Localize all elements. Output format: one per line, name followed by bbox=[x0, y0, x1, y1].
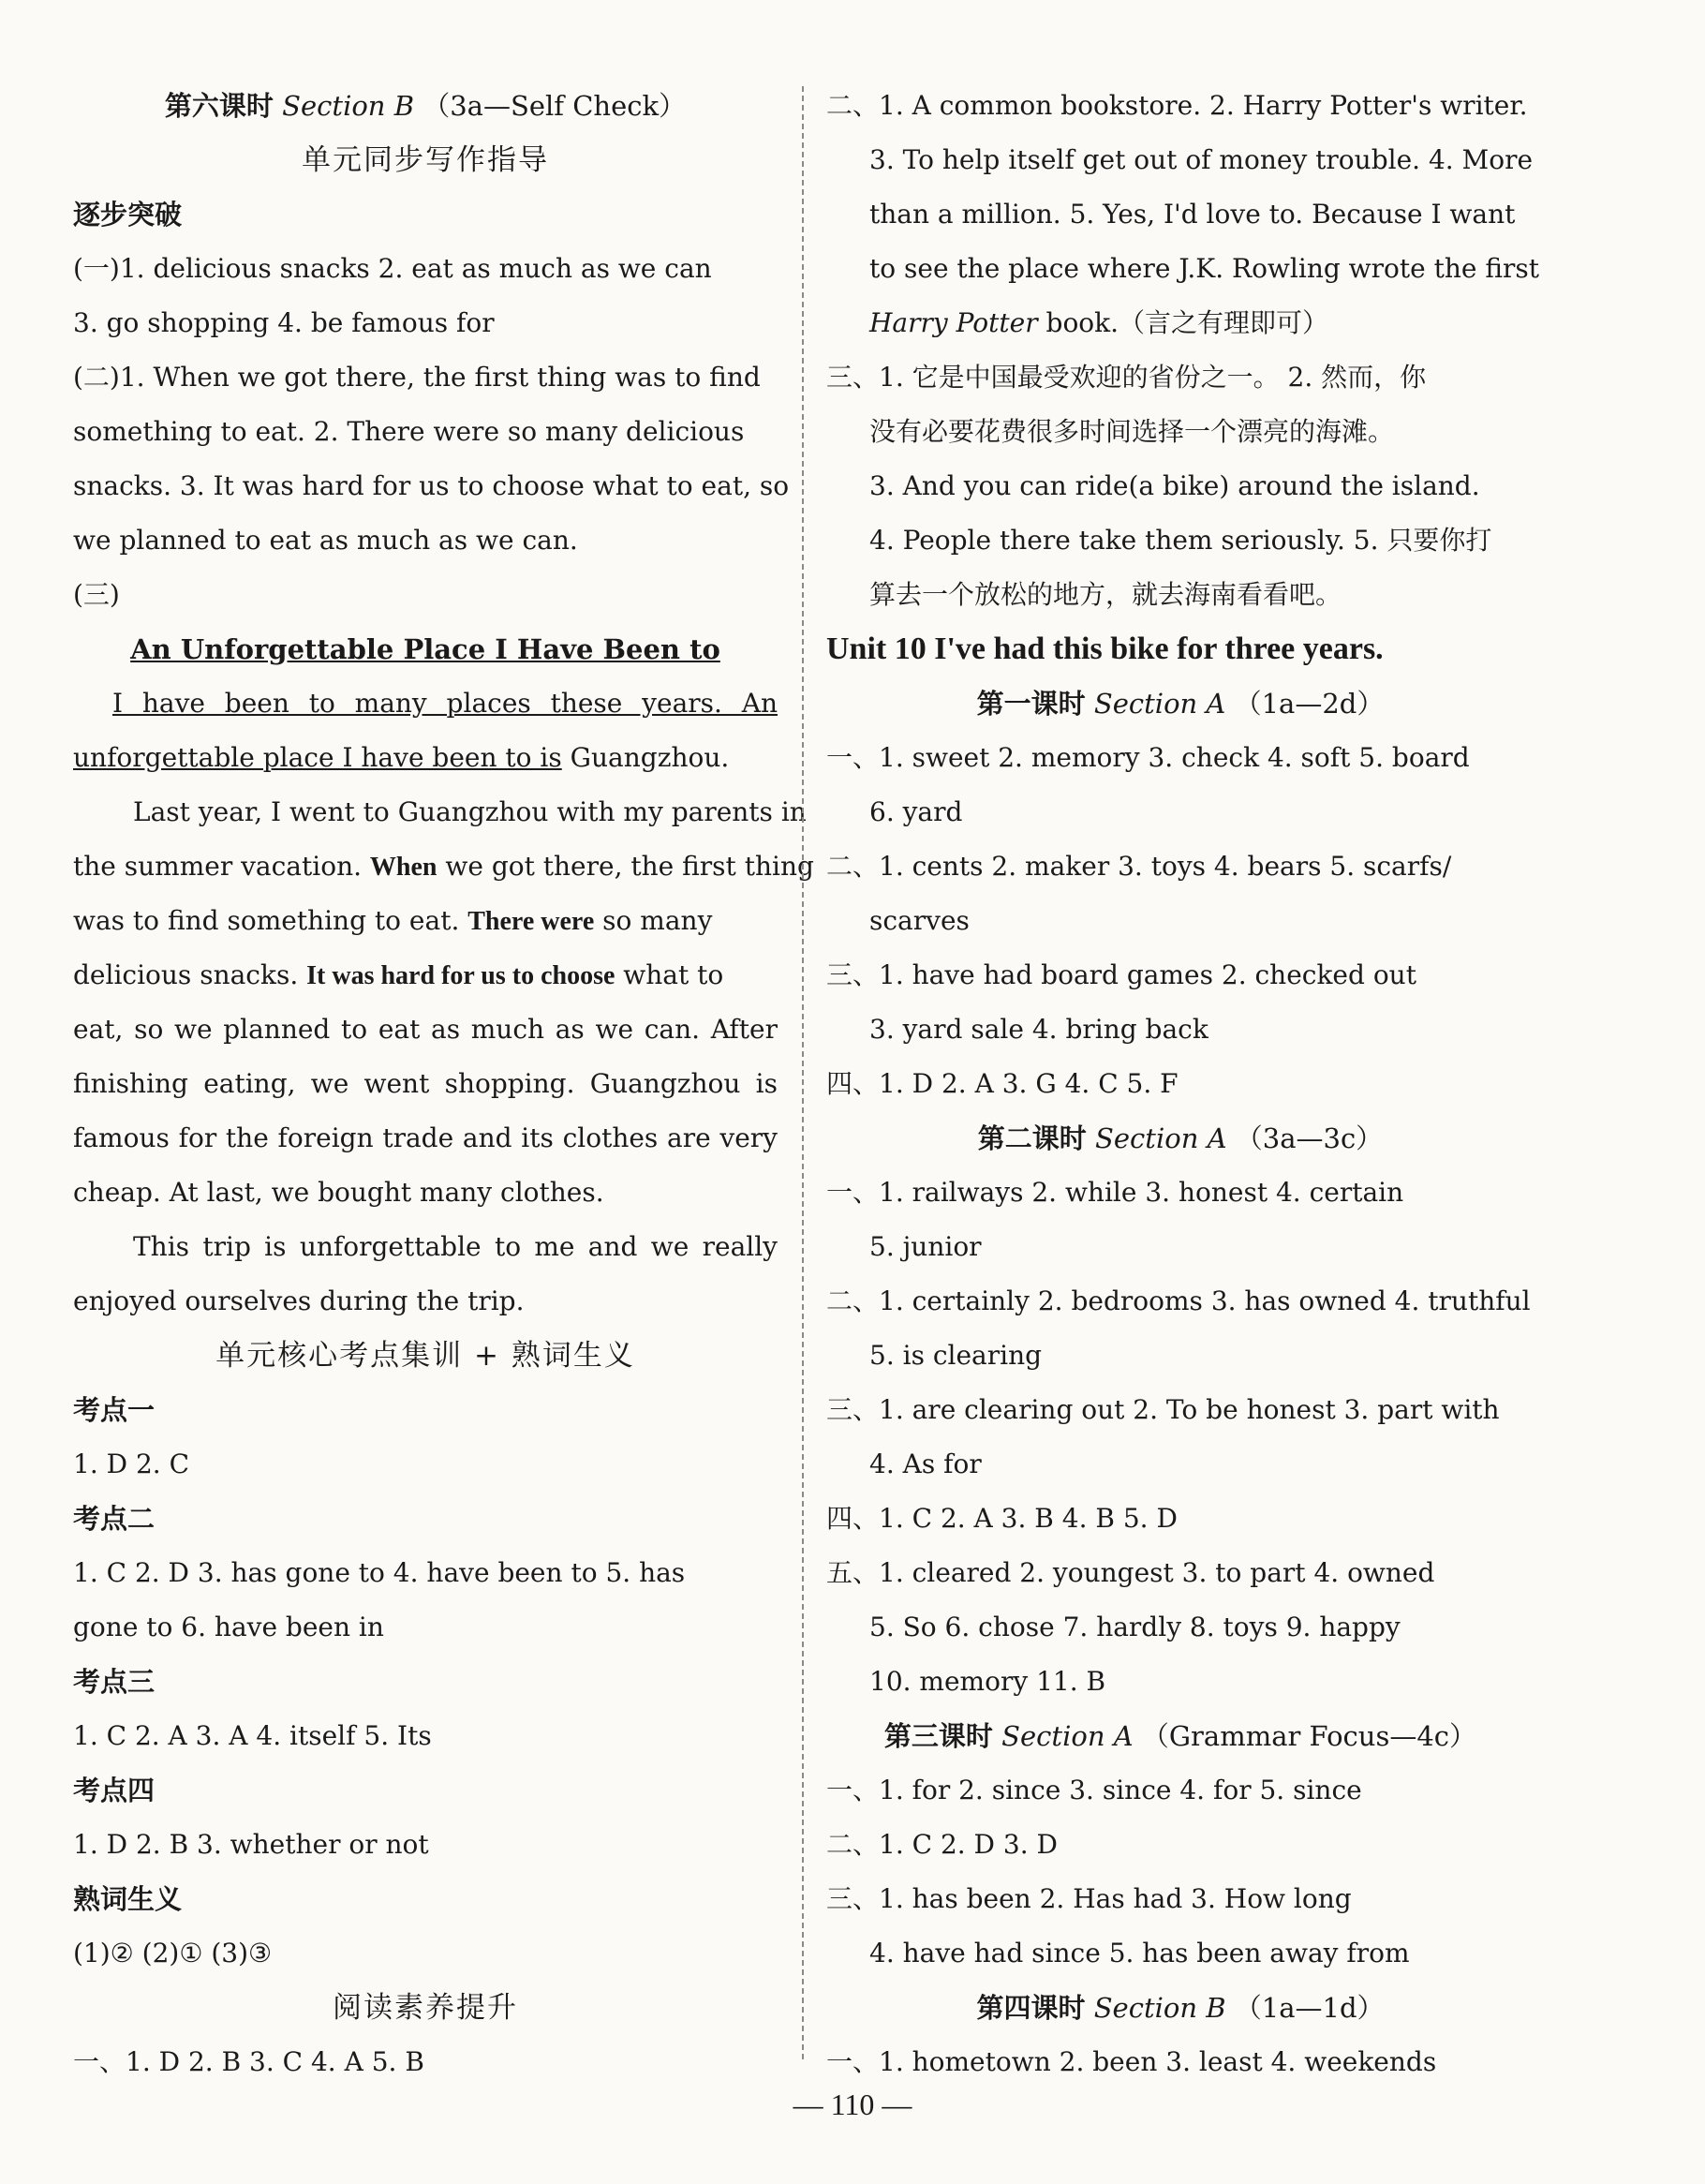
essay-p2-l4-b: what to bbox=[615, 959, 724, 990]
l2-d1: 四、1. C 2. A 3. B 4. B 5. D bbox=[826, 1503, 1178, 1534]
l2-e1: 五、1. cleared 2. youngest 3. to part 4. owned bbox=[826, 1557, 1435, 1588]
l1-b1: 二、1. cents 2. maker 3. toys 4. bears 5. scarfs/ bbox=[826, 851, 1452, 882]
essay-title: An Unforgettable Place I Have Been to bbox=[130, 633, 720, 665]
l1-d1: 四、1. D 2. A 3. G 4. C 5. F bbox=[826, 1068, 1179, 1099]
part2-line3: snacks. 3. It was hard for us to choose what to eat, so bbox=[73, 470, 790, 501]
core-heading: 单元核心考点集训 + 熟词生义 bbox=[215, 1339, 635, 1373]
essay-p2-l3-a: was to find something to eat. bbox=[73, 905, 468, 936]
l2-b1: 二、1. certainly 2. bedrooms 3. has owned 4. truthful bbox=[826, 1285, 1531, 1316]
lesson-2-range: （3a—3c） bbox=[1235, 1122, 1384, 1154]
l3-b1: 二、1. C 2. D 3. D bbox=[826, 1829, 1058, 1860]
l1-c1: 三、1. have had board games 2. checked out bbox=[826, 959, 1416, 990]
kd1-heading: 考点一 bbox=[73, 1394, 156, 1426]
part1-line2: 3. go shopping 4. be famous for bbox=[73, 307, 495, 338]
reading-heading: 阅读素养提升 bbox=[333, 1991, 518, 2025]
kd2-line2: gone to 6. have been in bbox=[73, 1612, 384, 1642]
essay-p1-line1: I have been to many places these years. An bbox=[112, 688, 778, 719]
familiar-line1: (1)② (2)① (3)③ bbox=[73, 1938, 273, 1969]
r-line2: 3. To help itself get out of money trouble. 4. More bbox=[869, 144, 1534, 175]
lesson-1-en: Section A bbox=[1093, 688, 1226, 720]
kd2-line1: 1. C 2. D 3. has gone to 4. have been to 5. has bbox=[73, 1557, 686, 1588]
part1-line1: (一)1. delicious snacks 2. eat as much as we can bbox=[73, 253, 712, 284]
r-line1: 二、1. A common bookstore. 2. Harry Potter's writer. bbox=[826, 90, 1528, 121]
essay-p2-l3-b: so many bbox=[594, 905, 713, 936]
page-number: — 110 — bbox=[793, 2087, 912, 2121]
r-line3: than a million. 5. Yes, I'd love to. Because I want bbox=[869, 199, 1516, 230]
lesson-6-title-range: （3a—Self Check） bbox=[423, 90, 687, 122]
kd1-line1: 1. D 2. C bbox=[73, 1449, 190, 1479]
l2-c2: 4. As for bbox=[869, 1449, 982, 1479]
kd3-line1: 1. C 2. A 3. A 4. itself 5. Its bbox=[73, 1720, 432, 1751]
part2-line2: something to eat. 2. There were so many delicious bbox=[73, 416, 745, 447]
l3-c1: 三、1. has been 2. Has had 3. How long bbox=[826, 1883, 1352, 1914]
kd4-line1: 1. D 2. B 3. whether or not bbox=[73, 1829, 429, 1860]
l2-a1: 一、1. railways 2. while 3. honest 4. certain bbox=[826, 1177, 1404, 1208]
essay-p2-l4-a: delicious snacks. bbox=[73, 959, 307, 990]
l3-a1: 一、1. for 2. since 3. since 4. for 5. since bbox=[826, 1775, 1362, 1805]
l1-c2: 3. yard sale 4. bring back bbox=[869, 1014, 1208, 1045]
kd2-heading: 考点二 bbox=[73, 1503, 156, 1535]
r-line7: 没有必要花费很多时间选择一个漂亮的海滩。 bbox=[869, 416, 1395, 447]
essay-p2-line5: eat, so we planned to eat as much as we can. After bbox=[73, 1014, 778, 1045]
part2-line4: we planned to eat as much as we can. bbox=[73, 525, 578, 556]
essay-p2-line7: famous for the foreign trade and its clothes are very bbox=[73, 1122, 778, 1153]
essay-p2-l2-bold: When bbox=[369, 853, 437, 882]
r-line10: 算去一个放松的地方，就去海南看看吧。 bbox=[869, 579, 1342, 610]
r-line5 bbox=[869, 296, 1534, 350]
lesson-1-cn: 第一课时 bbox=[976, 688, 1086, 720]
l2-b2: 5. is clearing bbox=[869, 1340, 1043, 1371]
lesson-3-en: Section A bbox=[1001, 1720, 1134, 1752]
reading-line1: 一、1. D 2. B 3. C 4. A 5. B bbox=[73, 2046, 424, 2077]
r-line5-italic: Harry Potter bbox=[869, 307, 1038, 338]
essay-p2-l3-bold: There were bbox=[467, 907, 595, 936]
essay-p3-line1: This trip is unforgettable to me and we really bbox=[133, 1231, 778, 1262]
l2-a2: 5. junior bbox=[869, 1231, 982, 1262]
essay-p1-underlined: unforgettable place I have been to is bbox=[73, 742, 562, 773]
r-line9: 4. People there take them seriously. 5. 只要你打 bbox=[869, 525, 1492, 556]
essay-p2-line4 bbox=[73, 948, 778, 1003]
part3-label: (三) bbox=[73, 579, 120, 610]
part2-line1: (二)1. When we got there, the first thing was to find bbox=[73, 362, 761, 393]
lesson-6-title bbox=[73, 79, 778, 133]
kd4-heading: 考点四 bbox=[73, 1775, 156, 1806]
lesson-4-range: （1a—1d） bbox=[1234, 1992, 1385, 2024]
r-line8: 3. And you can ride(a bike) around the island. bbox=[869, 470, 1480, 501]
lesson-6-title-en: Section B bbox=[282, 90, 415, 122]
essay-p2-l2-b: we got there, the first thing bbox=[437, 851, 814, 882]
unit-title: Unit 10 I've had this bike for three years. bbox=[826, 631, 1384, 666]
lesson-4-title bbox=[826, 1981, 1534, 2035]
writing-guide-heading: 单元同步写作指导 bbox=[302, 143, 549, 177]
l2-e3: 10. memory 11. B bbox=[869, 1666, 1106, 1697]
l4-a1: 一、1. hometown 2. been 3. least 4. weekends bbox=[826, 2046, 1437, 2077]
essay-p1-rest: Guangzhou. bbox=[561, 742, 730, 773]
essay-p2-l4-bold: It was hard for us to choose bbox=[306, 961, 615, 990]
lesson-2-en: Section A bbox=[1095, 1122, 1227, 1154]
essay-p2-line3 bbox=[73, 894, 778, 948]
r-line5-rest: book.（言之有理即可） bbox=[1037, 307, 1329, 338]
essay-p2-line2 bbox=[73, 839, 814, 894]
lesson-4-cn: 第四课时 bbox=[976, 1992, 1086, 2024]
r-line6: 三、1. 它是中国最受欢迎的省份之一。 2. 然而，你 bbox=[826, 362, 1427, 393]
l2-c1: 三、1. are clearing out 2. To be honest 3. part with bbox=[826, 1394, 1500, 1425]
essay-p2-l2-a: the summer vacation. bbox=[73, 851, 370, 882]
lesson-3-cn: 第三课时 bbox=[883, 1720, 993, 1752]
page-number-value: 110 bbox=[830, 2087, 875, 2121]
r-line4: to see the place where J.K. Rowling wrote the first bbox=[869, 253, 1540, 284]
essay-p2-line8: cheap. At last, we bought many clothes. bbox=[73, 1177, 604, 1208]
l1-a2: 6. yard bbox=[869, 796, 963, 827]
lesson-2-title bbox=[826, 1111, 1534, 1166]
lesson-1-title bbox=[826, 676, 1534, 731]
essay-p2-line1: Last year, I went to Guangzhou with my parents in bbox=[133, 796, 807, 827]
lesson-2-cn: 第二课时 bbox=[977, 1122, 1087, 1154]
lesson-3-range: （Grammar Focus—4c） bbox=[1141, 1720, 1477, 1752]
lesson-1-range: （1a—2d） bbox=[1234, 688, 1385, 720]
column-divider bbox=[802, 86, 804, 2059]
essay-p1-line2 bbox=[73, 731, 778, 785]
l3-c2: 4. have had since 5. has been away from bbox=[869, 1938, 1410, 1969]
kd3-heading: 考点三 bbox=[73, 1666, 156, 1698]
familiar-heading: 熟词生义 bbox=[73, 1883, 183, 1915]
essay-p2-line6: finishing eating, we went shopping. Guangzhou is bbox=[73, 1068, 778, 1099]
l1-b2: scarves bbox=[869, 905, 970, 936]
stepwise-heading: 逐步突破 bbox=[73, 199, 183, 230]
essay-p3-line2: enjoyed ourselves during the trip. bbox=[73, 1285, 525, 1316]
lesson-4-en: Section B bbox=[1093, 1992, 1226, 2024]
l1-a1: 一、1. sweet 2. memory 3. check 4. soft 5. board bbox=[826, 742, 1470, 773]
lesson-3-title bbox=[826, 1709, 1534, 1763]
l2-e2: 5. So 6. chose 7. hardly 8. toys 9. happy bbox=[869, 1612, 1401, 1642]
lesson-6-title-cn: 第六课时 bbox=[164, 90, 274, 122]
